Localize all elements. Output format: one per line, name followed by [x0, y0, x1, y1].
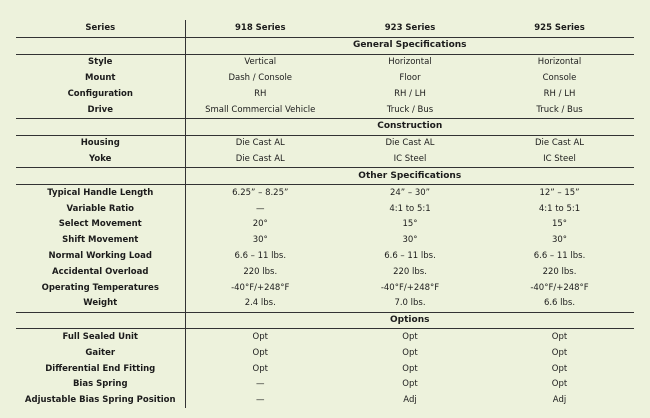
spec-value-923: Adj [403, 395, 417, 406]
spec-row [16, 201, 634, 217]
spec-value-923: Opt [402, 347, 418, 358]
spec-label: Accidental Overload [16, 264, 185, 280]
spec-row [16, 217, 634, 233]
spec-label: Adjustable Bias Spring Position [16, 393, 185, 409]
spec-value-925: 30° [551, 235, 568, 246]
spec-value-923: -40°F/+248°F [380, 282, 440, 293]
spec-label: Full Sealed Unit [16, 329, 185, 345]
spec-row [16, 185, 634, 201]
spec-label: Mount [16, 71, 185, 87]
section-title: General Specifications [185, 38, 634, 55]
spec-row [16, 361, 634, 377]
spec-value-923: 7.0 lbs. [394, 298, 426, 309]
spec-label: Variable Ratio [16, 201, 185, 217]
spec-value-925: 4:1 to 5:1 [538, 203, 581, 214]
spec-value-925: 15° [551, 219, 568, 230]
spec-value-918: 6.6 – 11 lbs. [234, 251, 287, 261]
section-title: Construction [185, 118, 634, 135]
spec-value-918: Opt [252, 347, 268, 358]
spec-label: Differential End Fitting [16, 361, 185, 377]
spec-value-925: 6.6 – 11 lbs. [533, 251, 586, 261]
spec-value-918: 20° [252, 219, 268, 230]
spec-label: Typical Handle Length [16, 185, 185, 201]
spec-row [16, 54, 634, 70]
spec-value-923: IC Steel [393, 154, 427, 165]
spec-label: Bias Spring [16, 377, 185, 393]
spec-value-925: Opt [551, 379, 568, 390]
section-header-spacer [16, 118, 185, 135]
spec-value-925: Opt [551, 363, 568, 374]
spec-label: Operating Temperatures [16, 280, 185, 296]
spec-value-925: Adj [552, 395, 567, 406]
section-header-spacer [16, 168, 185, 185]
spec-value-918: Die Cast AL [235, 154, 285, 165]
spec-value-925: Console [542, 73, 577, 84]
spec-value-925: RH / LH [543, 89, 576, 100]
spec-value-918: -40°F/+248°F [231, 282, 290, 293]
spec-value-918: — [256, 203, 265, 214]
spec-row [16, 345, 634, 361]
header-925-series: 925 Series [485, 20, 634, 38]
spec-value-918: — [256, 395, 265, 406]
spec-value-918: 2.4 lbs. [244, 298, 276, 309]
spec-label: Housing [16, 135, 185, 151]
spec-row [16, 152, 634, 168]
spec-value-923: 4:1 to 5:1 [389, 203, 431, 214]
spec-label: Drive [16, 102, 185, 118]
spec-row [16, 71, 634, 87]
spec-value-925: Truck / Bus [536, 104, 583, 115]
spec-value-918: 6.25” – 8.25” [232, 187, 289, 198]
spec-value-923: Opt [402, 331, 418, 342]
spec-value-923: Opt [402, 379, 418, 390]
section-title: Options [185, 312, 634, 329]
spec-value-925: IC Steel [543, 154, 576, 165]
header-923-series: 923 Series [335, 20, 485, 38]
section-header-row [16, 118, 634, 135]
section-header-row [16, 38, 634, 55]
spec-value-923: 220 lbs. [393, 266, 427, 277]
spec-label: Shift Movement [16, 233, 185, 249]
spec-value-925: Die Cast AL [535, 138, 584, 149]
spec-row [16, 86, 634, 102]
spec-value-918: Opt [252, 331, 268, 342]
header-row [16, 20, 634, 38]
spec-row [16, 135, 634, 151]
spec-value-918: Dash / Console [228, 73, 293, 84]
spec-row [16, 233, 634, 249]
spec-row [16, 377, 634, 393]
spec-label: Weight [16, 296, 185, 312]
spec-body [16, 38, 634, 409]
spec-value-918: Die Cast AL [235, 138, 285, 149]
section-header-row [16, 168, 634, 185]
spec-value-923: Horizontal [388, 57, 432, 68]
spec-value-923: 6.6 – 11 lbs. [384, 251, 436, 261]
spec-row [16, 280, 634, 296]
spec-value-925: 6.6 lbs. [543, 298, 576, 309]
spec-label: Select Movement [16, 217, 185, 233]
spec-value-918: Vertical [244, 57, 277, 68]
spec-value-918: Small Commercial Vehicle [205, 104, 316, 115]
spec-row [16, 264, 634, 280]
spec-value-923: Floor [399, 73, 421, 84]
spec-value-925: Horizontal [537, 57, 582, 68]
spec-table [16, 20, 634, 408]
spec-label: Style [16, 54, 185, 70]
spec-row [16, 102, 634, 118]
spec-label: Configuration [16, 86, 185, 102]
spec-value-923: RH / LH [394, 89, 426, 100]
spec-row [16, 296, 634, 312]
spec-row [16, 329, 634, 345]
spec-value-923: Die Cast AL [385, 138, 435, 149]
spec-value-918: RH [254, 89, 267, 100]
spec-label: Yoke [16, 152, 185, 168]
spec-label: Gaiter [16, 345, 185, 361]
spec-value-918: — [256, 379, 265, 390]
spec-row [16, 393, 634, 409]
section-title: Other Specifications [185, 168, 634, 185]
spec-row [16, 248, 634, 264]
spec-value-918: Opt [252, 363, 268, 374]
section-header-row [16, 312, 634, 329]
spec-value-925: Opt [551, 347, 568, 358]
spec-value-918: 220 lbs. [243, 266, 278, 277]
section-header-spacer [16, 312, 185, 329]
spec-value-918: 30° [252, 235, 268, 246]
header-918-series: 918 Series [185, 20, 335, 38]
spec-value-925: 12” – 15” [539, 187, 580, 198]
header-series-label: Series [16, 20, 185, 38]
spec-value-923: 15° [402, 219, 418, 230]
section-header-spacer [16, 38, 185, 55]
spec-value-923: Truck / Bus [386, 104, 434, 115]
spec-value-923: 30° [402, 235, 418, 246]
spec-label: Normal Working Load [16, 248, 185, 264]
spec-value-923: 24” – 30” [389, 187, 431, 198]
spec-value-925: 220 lbs. [542, 266, 577, 277]
spec-value-925: -40°F/+248°F [530, 282, 589, 293]
spec-value-923: Opt [402, 363, 418, 374]
spec-value-925: Opt [551, 331, 568, 342]
